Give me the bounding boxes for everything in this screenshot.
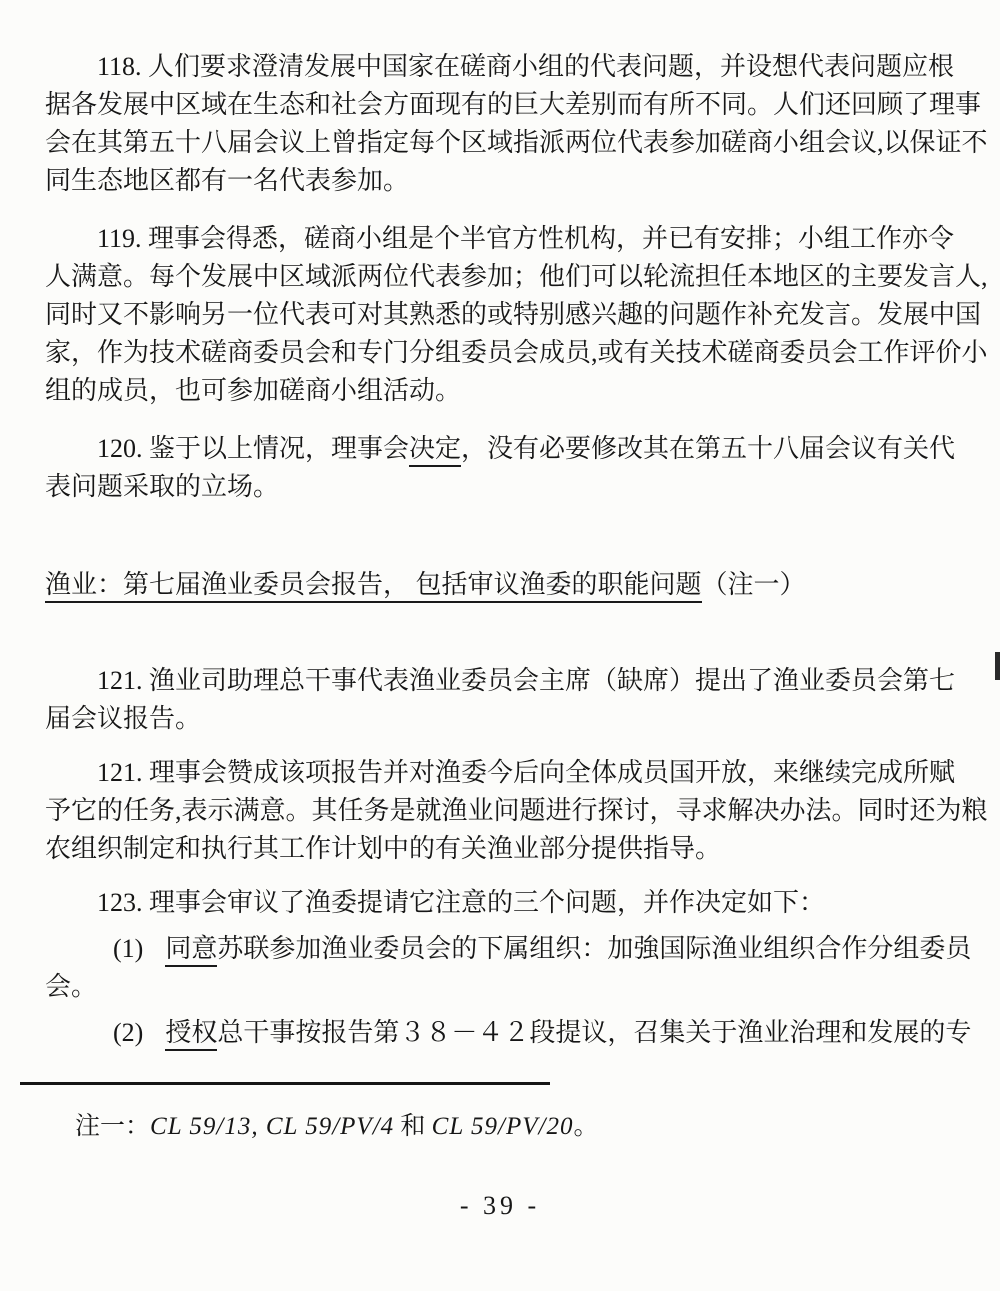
text-segment: 120. 鉴于以上情况，理事会 [97,434,410,463]
page-number: - 39 - [459,1191,541,1220]
paragraph-119 [45,220,988,410]
text-line: 118. 人们要求澄清发展中国家在磋商小组的代表问题，并设想代表问题应根 [97,52,955,81]
paragraph-121 [45,662,955,738]
text-line: 家，作为技术磋商委员会和专门分组委员会成员,或有关技术磋商委员会工作评价小 [45,338,988,367]
list-item-1 [45,930,972,1006]
footnote-conjunction: 和 [394,1113,432,1140]
footnote-reference: CL 59/PV/20 [431,1113,574,1140]
section-heading-underlined: 渔业：第七届渔业委员会报告， 包括审议渔委的职能问题 [45,570,702,603]
footnote-reference: CL 59/13, CL 59/PV/4 [150,1113,395,1140]
section-heading-note-ref: （注一） [701,570,806,599]
item-marker: (2) [113,1018,144,1047]
text-line: 会在其第五十八届会议上曾指定每个区域指派两位代表参加磋商小组会议,以保证不 [45,128,988,157]
paragraph-122 [45,754,988,868]
text-line: 同生态地区都有一名代表参加。 [45,166,410,195]
text-line: 人满意。每个发展中区域派两位代表参加；他们可以轮流担任本地区的主要发言人, [45,262,988,291]
paragraph-120 [45,430,955,506]
text-line: 会。 [45,972,98,1001]
footnote [45,1109,955,1145]
text-segment: 总干事按报告第３８－４２段提议，召集关于渔业治理和发展的专 [217,1018,972,1047]
footnote-end: 。 [573,1113,599,1140]
text-line: 届会议报告。 [45,704,202,733]
text-line: 121. 渔业司助理总干事代表渔业委员会主席（缺席）提出了渔业委员会第七 [97,666,956,695]
section-heading [45,566,955,604]
underlined-term: 同意 [165,934,217,967]
list-item-2 [45,1014,972,1052]
scan-artifact [995,652,1000,680]
footnote-divider [20,1082,550,1085]
text-line: 同时又不影响另一位代表可对其熟悉的或特别感兴趣的问题作补充发言。发展中国 [45,300,982,329]
paragraph-123 [45,884,955,922]
text-line [45,430,955,468]
item-marker: (1) [113,934,144,963]
text-line [45,1014,972,1052]
text-line [45,930,972,968]
text-line: 农组织制定和执行其工作计划中的有关渔业部分提供指导。 [45,834,722,863]
underlined-term: 决定 [409,434,461,467]
underlined-term: 授权 [165,1018,217,1051]
text-line: 121. 理事会赞成该项报告并对渔委今后向全体成员国开放，来继续完成所赋 [97,758,956,787]
text-line: 123. 理事会审议了渔委提请它注意的三个问题，并作决定如下： [97,888,826,917]
text-line: 据各发展中区域在生态和社会方面现有的巨大差别而有所不同。人们还回顾了理事 [45,90,982,119]
text-segment: ，没有必要修改其在第五十八届会议有关代 [461,434,956,463]
text-line: 119. 理事会得悉，磋商小组是个半官方性机构，并已有安排；小组工作亦令 [97,224,955,253]
paragraph-118 [45,48,988,200]
text-line: 予它的任务,表示满意。其任务是就渔业问题进行探讨，寻求解决办法。同时还为粮 [45,796,988,825]
text-segment: 苏联参加渔业委员会的下属组织：加強国际渔业组织合作分组委员 [217,934,972,963]
footnote-label: 注一： [75,1113,151,1140]
text-line: 表问题采取的立场。 [45,472,280,501]
text-line: 组的成员，也可参加磋商小组活动。 [45,376,462,405]
